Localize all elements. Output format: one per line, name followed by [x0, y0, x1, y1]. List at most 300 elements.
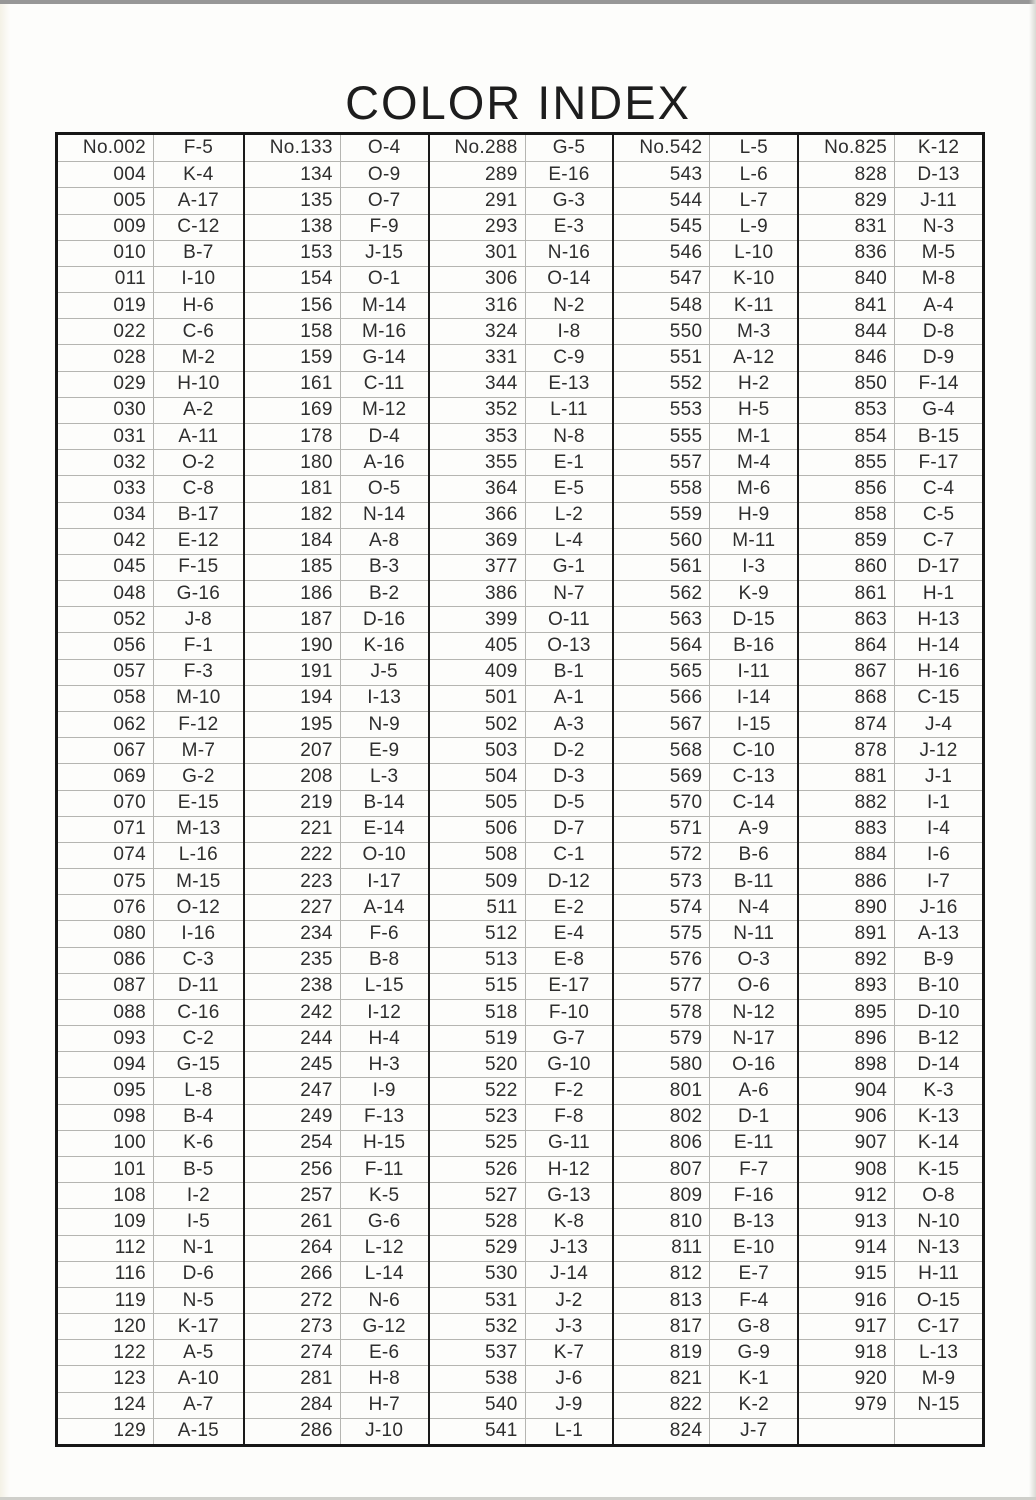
color-no-cell: 031	[58, 423, 154, 449]
color-code-cell: H-1	[895, 580, 982, 606]
color-no-cell: 022	[58, 318, 154, 344]
color-code-cell: N-9	[341, 711, 428, 737]
color-code-cell: F-3	[154, 659, 243, 685]
color-no-cell: 161	[245, 371, 341, 397]
color-code-cell: L-5	[739, 137, 768, 159]
color-code-cell: M-4	[710, 449, 797, 475]
color-code-cell: L-14	[341, 1261, 428, 1287]
color-no-cell: 824	[614, 1418, 710, 1444]
color-code-cell: J-12	[895, 737, 982, 763]
color-code-cell: L-16	[154, 842, 243, 868]
color-no-cell: 058	[58, 685, 154, 711]
color-code-cell: J-6	[526, 1365, 613, 1391]
color-code-cell: F-8	[526, 1104, 613, 1130]
color-code-cell: E-6	[341, 1339, 428, 1365]
color-code-cell: N-10	[895, 1208, 982, 1234]
color-no-cell: 119	[58, 1287, 154, 1313]
color-no-cell: 529	[430, 1235, 526, 1261]
color-code-cell: B-7	[154, 240, 243, 266]
table-column-group	[428, 135, 613, 1444]
color-code-cell: O-11	[526, 606, 613, 632]
color-no-cell: 920	[799, 1365, 895, 1391]
color-code-cell: K-7	[526, 1339, 613, 1365]
color-no-cell: 222	[245, 842, 341, 868]
color-code-cell: C-5	[895, 502, 982, 528]
color-no-cell: 537	[430, 1339, 526, 1365]
color-no-cell: 565	[614, 659, 710, 685]
color-no-cell: 518	[430, 999, 526, 1025]
color-no-cell: 191	[245, 659, 341, 685]
color-code-cell: L-10	[710, 240, 797, 266]
color-no-cell: 813	[614, 1287, 710, 1313]
color-no-cell: 057	[58, 659, 154, 685]
color-no-cell: 812	[614, 1261, 710, 1287]
color-no-cell: 853	[799, 397, 895, 423]
color-code-cell: H-15	[341, 1130, 428, 1156]
color-code-cell: O-1	[341, 266, 428, 292]
color-no-cell: 509	[430, 868, 526, 894]
color-code-cell: J-4	[895, 711, 982, 737]
color-code-cell: F-5	[183, 137, 214, 159]
color-code-cell: C-9	[526, 344, 613, 370]
color-no-cell: No.133	[245, 135, 341, 161]
color-no-cell: 821	[614, 1365, 710, 1391]
color-no-cell: 550	[614, 318, 710, 344]
color-no-cell: No.825	[799, 135, 895, 161]
color-code-cell: C-13	[710, 763, 797, 789]
color-code-cell: G-8	[710, 1313, 797, 1339]
color-no-cell: 561	[614, 554, 710, 580]
color-no-cell: 030	[58, 397, 154, 423]
color-no-cell: 574	[614, 894, 710, 920]
color-code-cell: N-12	[710, 999, 797, 1025]
color-code-cell: F-14	[895, 371, 982, 397]
color-no-cell: 235	[245, 947, 341, 973]
color-code-cell: O-3	[710, 947, 797, 973]
color-code-cell: A-13	[895, 920, 982, 946]
color-no-cell: 831	[799, 214, 895, 240]
color-no-cell: 817	[614, 1313, 710, 1339]
color-code-cell: N-15	[895, 1392, 982, 1418]
color-no-cell: 029	[58, 371, 154, 397]
color-code-cell: A-3	[526, 711, 613, 737]
color-no-cell: 062	[58, 711, 154, 737]
color-no-cell: 010	[58, 240, 154, 266]
color-no-cell: 890	[799, 894, 895, 920]
color-no-cell: 052	[58, 606, 154, 632]
color-code-cell: I-2	[154, 1182, 243, 1208]
color-code-cell: B-8	[341, 947, 428, 973]
color-code-cell: G-5	[552, 137, 586, 159]
color-code-cell: H-4	[341, 1025, 428, 1051]
page-title: COLOR INDEX	[345, 76, 691, 130]
color-no-cell: 227	[245, 894, 341, 920]
color-no-cell: 181	[245, 475, 341, 501]
color-no-cell: 570	[614, 790, 710, 816]
color-no-cell: 281	[245, 1365, 341, 1391]
color-no-cell: 855	[799, 449, 895, 475]
color-no-cell: 180	[245, 449, 341, 475]
color-code-cell: O-10	[341, 842, 428, 868]
color-code-cell: H-16	[895, 659, 982, 685]
color-code-cell: K-1	[710, 1365, 797, 1391]
color-code-cell: D-4	[341, 423, 428, 449]
color-no-cell: 528	[430, 1208, 526, 1234]
color-code-cell: M-1	[710, 423, 797, 449]
color-no-cell: 854	[799, 423, 895, 449]
color-code-cell: O-8	[895, 1182, 982, 1208]
color-no-cell: 555	[614, 423, 710, 449]
color-code-cell: B-17	[154, 502, 243, 528]
color-code-cell: G-13	[526, 1182, 613, 1208]
color-code-cell: G-9	[710, 1339, 797, 1365]
color-no-cell: 156	[245, 292, 341, 318]
color-code-cell: H-10	[154, 371, 243, 397]
color-code-cell: B-4	[154, 1104, 243, 1130]
color-code-cell: L-15	[341, 973, 428, 999]
color-code-cell: L-13	[895, 1339, 982, 1365]
color-code-cell: K-12	[917, 137, 960, 159]
color-no-cell: 009	[58, 214, 154, 240]
color-code-cell: N-11	[710, 920, 797, 946]
color-no-cell: 101	[58, 1156, 154, 1182]
color-code-cell: A-12	[710, 344, 797, 370]
color-code-cell: N-6	[341, 1287, 428, 1313]
color-no-cell: 844	[799, 318, 895, 344]
color-code-cell: J-8	[154, 606, 243, 632]
color-no-cell: 289	[430, 161, 526, 187]
color-code-cell: C-3	[154, 947, 243, 973]
color-code-cell: G-7	[526, 1025, 613, 1051]
color-no-cell: 552	[614, 371, 710, 397]
color-code-cell: O-15	[895, 1287, 982, 1313]
color-no-cell: 860	[799, 554, 895, 580]
color-code-cell: C-11	[341, 371, 428, 397]
color-code-cell: L-9	[710, 214, 797, 240]
color-no-cell: 223	[245, 868, 341, 894]
color-no-cell: 122	[58, 1339, 154, 1365]
color-code-cell: C-16	[154, 999, 243, 1025]
color-no-cell: 048	[58, 580, 154, 606]
color-no-cell: 503	[430, 737, 526, 763]
color-code-cell: D-1	[710, 1104, 797, 1130]
color-code-cell: K-6	[154, 1130, 243, 1156]
color-code-cell: O-14	[526, 266, 613, 292]
color-code-cell: J-2	[526, 1287, 613, 1313]
color-no-cell: 540	[430, 1392, 526, 1418]
color-code-cell: D-16	[341, 606, 428, 632]
color-code-cell: K-3	[895, 1077, 982, 1103]
color-no-cell: 112	[58, 1235, 154, 1261]
color-code-cell: B-2	[341, 580, 428, 606]
color-no-cell: 129	[58, 1418, 154, 1444]
color-code-cell: I-13	[341, 685, 428, 711]
color-code-cell: G-3	[526, 187, 613, 213]
color-code-cell: K-5	[341, 1182, 428, 1208]
color-no-cell: 883	[799, 816, 895, 842]
color-code-cell: C-15	[895, 685, 982, 711]
color-code-cell: D-3	[526, 763, 613, 789]
color-no-cell: 011	[58, 266, 154, 292]
color-code-cell: C-7	[895, 528, 982, 554]
color-code-cell: I-3	[710, 554, 797, 580]
color-code-cell: A-2	[154, 397, 243, 423]
color-no-cell: 272	[245, 1287, 341, 1313]
color-code-cell: A-8	[341, 528, 428, 554]
color-code-cell: C-1	[526, 842, 613, 868]
color-code-cell: M-13	[154, 816, 243, 842]
color-no-cell: 856	[799, 475, 895, 501]
color-no-cell: 501	[430, 685, 526, 711]
color-no-cell: 914	[799, 1235, 895, 1261]
color-code-cell: C-10	[710, 737, 797, 763]
color-no-cell: 028	[58, 344, 154, 370]
color-no-cell: 169	[245, 397, 341, 423]
color-no-cell: No.002	[58, 135, 154, 161]
color-code-cell: K-8	[526, 1208, 613, 1234]
color-no-cell: 070	[58, 790, 154, 816]
color-code-cell: B-13	[710, 1208, 797, 1234]
color-code-cell: A-11	[154, 423, 243, 449]
color-code-cell: C-8	[154, 475, 243, 501]
color-code-cell: C-4	[895, 475, 982, 501]
color-no-cell: 578	[614, 999, 710, 1025]
color-code-cell: F-11	[341, 1156, 428, 1182]
color-no-cell: 828	[799, 161, 895, 187]
color-code-cell: K-4	[154, 161, 243, 187]
color-no-cell: 074	[58, 842, 154, 868]
color-code-cell: B-10	[895, 973, 982, 999]
color-code-cell: C-12	[154, 214, 243, 240]
color-no-cell: 515	[430, 973, 526, 999]
color-code-cell: H-9	[710, 502, 797, 528]
color-code-cell: G-6	[341, 1208, 428, 1234]
color-code-cell: K-15	[895, 1156, 982, 1182]
color-no-cell: 874	[799, 711, 895, 737]
color-no-cell: 273	[245, 1313, 341, 1339]
color-no-cell: 034	[58, 502, 154, 528]
color-code-cell: A-16	[341, 449, 428, 475]
color-no-cell: 884	[799, 842, 895, 868]
color-no-cell: 580	[614, 1051, 710, 1077]
color-code-cell: I-7	[895, 868, 982, 894]
color-code-cell: O-9	[341, 161, 428, 187]
color-no-cell: 850	[799, 371, 895, 397]
color-no-cell: 819	[614, 1339, 710, 1365]
color-no-cell: 520	[430, 1051, 526, 1077]
color-code-cell: M-9	[895, 1365, 982, 1391]
color-no-cell: 906	[799, 1104, 895, 1130]
color-no-cell: 579	[614, 1025, 710, 1051]
color-no-cell: 575	[614, 920, 710, 946]
color-no-cell: 123	[58, 1365, 154, 1391]
color-no-cell: 896	[799, 1025, 895, 1051]
color-no-cell: 190	[245, 632, 341, 658]
color-code-cell: J-10	[341, 1418, 428, 1444]
color-code-cell: I-15	[710, 711, 797, 737]
color-no-cell: 244	[245, 1025, 341, 1051]
color-no-cell: 301	[430, 240, 526, 266]
color-code-cell: D-5	[526, 790, 613, 816]
color-no-cell: 893	[799, 973, 895, 999]
table-column-group	[243, 135, 428, 1444]
color-code-cell: H-12	[526, 1156, 613, 1182]
color-no-cell: 069	[58, 763, 154, 789]
color-code-cell: K-11	[710, 292, 797, 318]
color-no-cell: 086	[58, 947, 154, 973]
color-no-cell: 075	[58, 868, 154, 894]
color-code-cell: J-14	[526, 1261, 613, 1287]
color-code-cell: A-5	[154, 1339, 243, 1365]
color-code-cell: I-1	[895, 790, 982, 816]
color-no-cell: 098	[58, 1104, 154, 1130]
color-code-cell	[895, 1418, 982, 1444]
color-code-cell: H-8	[341, 1365, 428, 1391]
color-code-cell: B-12	[895, 1025, 982, 1051]
color-code-cell: B-6	[710, 842, 797, 868]
color-no-cell: 829	[799, 187, 895, 213]
color-no-cell: 178	[245, 423, 341, 449]
color-code-cell: E-1	[526, 449, 613, 475]
color-no-cell: 562	[614, 580, 710, 606]
color-no-cell: 056	[58, 632, 154, 658]
color-no-cell: 249	[245, 1104, 341, 1130]
color-code-cell: F-16	[710, 1182, 797, 1208]
color-code-cell: D-10	[895, 999, 982, 1025]
color-no-cell: 076	[58, 894, 154, 920]
color-code-cell: D-14	[895, 1051, 982, 1077]
color-no-cell: 266	[245, 1261, 341, 1287]
color-code-cell: L-8	[154, 1077, 243, 1103]
color-no-cell: 530	[430, 1261, 526, 1287]
color-no-cell: 100	[58, 1130, 154, 1156]
color-code-cell: I-4	[895, 816, 982, 842]
color-no-cell: 898	[799, 1051, 895, 1077]
color-code-cell: G-2	[154, 763, 243, 789]
color-no-cell: 545	[614, 214, 710, 240]
color-no-cell: 245	[245, 1051, 341, 1077]
color-no-cell: 895	[799, 999, 895, 1025]
color-no-cell: 284	[245, 1392, 341, 1418]
color-no-cell: 912	[799, 1182, 895, 1208]
color-code-cell: N-17	[710, 1025, 797, 1051]
color-no-cell: 185	[245, 554, 341, 580]
color-no-cell: 366	[430, 502, 526, 528]
color-code-cell: H-3	[341, 1051, 428, 1077]
color-no-cell: 364	[430, 475, 526, 501]
color-code-cell: G-4	[895, 397, 982, 423]
color-code-cell: O-12	[154, 894, 243, 920]
color-no-cell: 153	[245, 240, 341, 266]
color-code-cell: K-17	[154, 1313, 243, 1339]
color-no-cell	[799, 1418, 895, 1444]
table-column-group	[797, 135, 982, 1444]
color-code-cell: I-11	[710, 659, 797, 685]
color-no-cell: 134	[245, 161, 341, 187]
color-code-cell: F-15	[154, 554, 243, 580]
color-code-cell: J-1	[895, 763, 982, 789]
color-no-cell: 822	[614, 1392, 710, 1418]
color-code-cell: A-15	[154, 1418, 243, 1444]
color-code-cell: O-16	[710, 1051, 797, 1077]
color-no-cell: 531	[430, 1287, 526, 1313]
color-no-cell: 904	[799, 1077, 895, 1103]
color-no-cell: 182	[245, 502, 341, 528]
color-code-cell: J-11	[895, 187, 982, 213]
color-code-cell: F-7	[710, 1156, 797, 1182]
page-edge-top	[0, 0, 1036, 4]
color-code-cell: E-9	[341, 737, 428, 763]
page-edge-left	[0, 0, 10, 1500]
color-no-cell: 247	[245, 1077, 341, 1103]
color-code-cell: C-17	[895, 1313, 982, 1339]
color-no-cell: 907	[799, 1130, 895, 1156]
color-no-cell: 219	[245, 790, 341, 816]
color-no-cell: 522	[430, 1077, 526, 1103]
color-no-cell: 377	[430, 554, 526, 580]
color-code-cell: C-14	[710, 790, 797, 816]
color-no-cell: 576	[614, 947, 710, 973]
color-no-cell: 095	[58, 1077, 154, 1103]
color-no-cell: 094	[58, 1051, 154, 1077]
color-code-cell: E-10	[710, 1235, 797, 1261]
color-code-cell: N-3	[895, 214, 982, 240]
color-no-cell: 846	[799, 344, 895, 370]
color-code-cell: J-9	[526, 1392, 613, 1418]
color-code-cell: E-12	[154, 528, 243, 554]
color-code-cell: J-13	[526, 1235, 613, 1261]
color-code-cell: G-10	[526, 1051, 613, 1077]
color-no-cell: 116	[58, 1261, 154, 1287]
color-code-cell: J-16	[895, 894, 982, 920]
color-no-cell: 344	[430, 371, 526, 397]
color-code-cell: J-5	[341, 659, 428, 685]
color-no-cell: 558	[614, 475, 710, 501]
color-no-cell: 541	[430, 1418, 526, 1444]
color-code-cell: O-13	[526, 632, 613, 658]
color-code-cell: K-14	[895, 1130, 982, 1156]
color-no-cell: 254	[245, 1130, 341, 1156]
color-no-cell: 353	[430, 423, 526, 449]
color-code-cell: B-15	[895, 423, 982, 449]
color-code-cell: M-10	[154, 685, 243, 711]
color-no-cell: 544	[614, 187, 710, 213]
color-no-cell: 316	[430, 292, 526, 318]
color-code-cell: A-7	[154, 1392, 243, 1418]
color-code-cell: N-16	[526, 240, 613, 266]
color-no-cell: 810	[614, 1208, 710, 1234]
color-no-cell: 194	[245, 685, 341, 711]
page-edge-right	[1029, 0, 1036, 1500]
color-no-cell: 915	[799, 1261, 895, 1287]
color-no-cell: 355	[430, 449, 526, 475]
table-column-group	[58, 135, 243, 1444]
color-no-cell: 067	[58, 737, 154, 763]
color-no-cell: 508	[430, 842, 526, 868]
color-no-cell: 005	[58, 187, 154, 213]
color-code-cell: C-2	[154, 1025, 243, 1051]
color-no-cell: 863	[799, 606, 895, 632]
color-no-cell: 331	[430, 344, 526, 370]
color-no-cell: 553	[614, 397, 710, 423]
color-code-cell: N-4	[710, 894, 797, 920]
color-code-cell: A-1	[526, 685, 613, 711]
color-no-cell: 045	[58, 554, 154, 580]
color-no-cell: 867	[799, 659, 895, 685]
color-no-cell: 042	[58, 528, 154, 554]
color-no-cell: 523	[430, 1104, 526, 1130]
color-code-cell: E-8	[526, 947, 613, 973]
